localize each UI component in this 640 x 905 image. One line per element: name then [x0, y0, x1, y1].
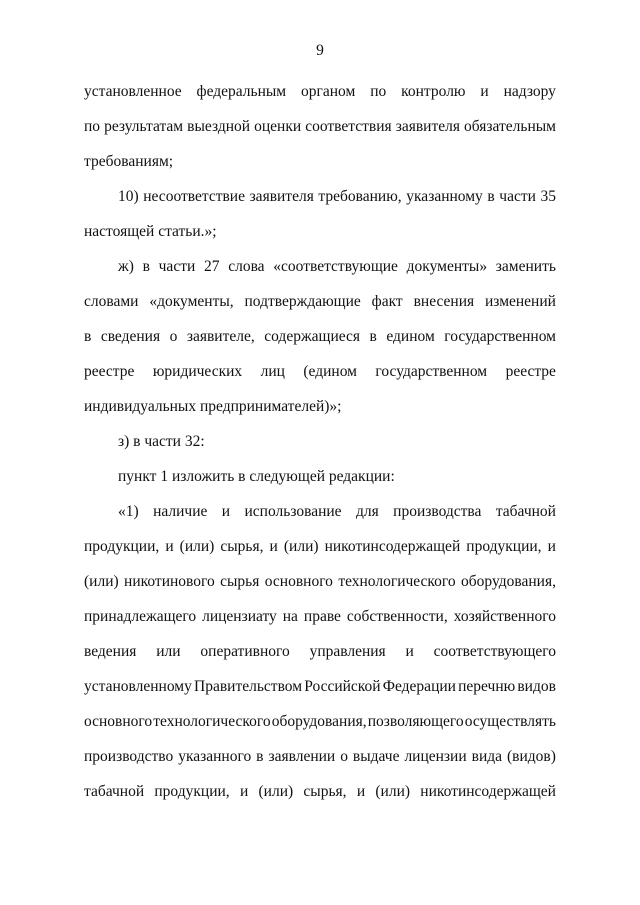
word: контролю — [401, 83, 466, 100]
text-line-12: пункт 1 изложить в следующей редакции: — [118, 468, 395, 485]
text-line-7 — [84, 292, 556, 312]
word: (или) — [84, 573, 119, 590]
text-line-15 — [84, 572, 556, 592]
word: федеральным — [196, 83, 287, 100]
word: едином — [386, 328, 435, 345]
word: никотинсодержащей — [324, 538, 461, 555]
word: несоответствие — [143, 188, 245, 205]
word: реестре — [84, 363, 135, 380]
word: видов — [517, 678, 556, 695]
word: продукции, — [466, 538, 542, 555]
word: Правительством — [194, 678, 303, 695]
word: обязательным — [464, 118, 556, 135]
text-line-18 — [84, 677, 556, 697]
word: наличие — [153, 503, 208, 520]
text-line-9 — [84, 362, 556, 382]
word: (или) — [283, 538, 319, 555]
word: соответствующего — [433, 643, 556, 660]
word: (или) — [258, 783, 294, 800]
word: заявителя — [249, 188, 314, 205]
word: установленное — [84, 83, 182, 100]
word: лиц — [260, 363, 285, 380]
word: «1) — [118, 503, 139, 520]
word: заявителе, — [186, 328, 255, 345]
word: в — [256, 748, 264, 765]
word: на — [282, 608, 298, 625]
text-line-1 — [84, 82, 556, 102]
text-line-21 — [84, 782, 556, 802]
text-line-8 — [84, 327, 556, 347]
word: продукции, — [84, 538, 160, 555]
word: (едином — [303, 363, 357, 380]
word: по — [370, 83, 387, 100]
word: собственности, — [346, 608, 448, 625]
word: и — [480, 83, 489, 100]
text-line-3: требованиям; — [84, 153, 174, 170]
text-line-11: з) в части 32: — [118, 433, 205, 450]
word: вида — [471, 748, 503, 765]
word: сырья, — [220, 538, 264, 555]
word: словами — [84, 293, 139, 310]
word: установленному — [84, 678, 192, 695]
word: 27 — [203, 258, 220, 275]
word: о — [340, 748, 348, 765]
word: и — [356, 783, 366, 800]
word: государственном — [375, 363, 488, 380]
word: оперативного — [200, 643, 290, 660]
word: слова — [228, 258, 265, 275]
word: надзору — [503, 83, 556, 100]
word: оценки — [254, 118, 302, 135]
word: и — [221, 503, 231, 520]
text-line-5: настоящей статьи.»; — [84, 223, 217, 240]
word: юридических — [152, 363, 243, 380]
word: перечню — [458, 678, 516, 695]
word: 10) — [118, 188, 139, 205]
word: содержащиеся — [264, 328, 361, 345]
word: заменить — [495, 258, 556, 275]
text-line-10: индивидуальных предпринимателей)»; — [84, 398, 342, 415]
word: позволяющего — [367, 713, 464, 730]
word: и — [547, 538, 556, 555]
word: «документы, — [149, 293, 234, 310]
word: основного — [264, 573, 333, 590]
word: в — [369, 328, 377, 345]
text-line-17 — [84, 642, 556, 662]
word: лицензиату — [202, 608, 277, 625]
word: хозяйственного — [453, 608, 556, 625]
word: выдаче — [352, 748, 400, 765]
word: заявлении — [268, 748, 336, 765]
word: технологического — [338, 573, 456, 590]
text-line-4 — [118, 187, 556, 207]
word: о — [169, 328, 178, 345]
word: части — [158, 258, 196, 275]
word: и — [269, 538, 278, 555]
word: выездной — [187, 118, 251, 135]
word: или — [156, 643, 181, 660]
word: подтверждающие — [244, 293, 361, 310]
word: управления — [309, 643, 386, 660]
word: факт — [371, 293, 403, 310]
text-line-14 — [84, 537, 556, 557]
word: сырья, — [303, 783, 347, 800]
word: (или) — [179, 538, 215, 555]
text-line-13 — [118, 502, 556, 522]
text-line-20 — [84, 747, 556, 767]
word: 35 — [540, 188, 556, 205]
word: органом — [301, 83, 356, 100]
word: Российской — [304, 678, 381, 695]
word: требованию, — [318, 188, 402, 205]
word: заявителя — [395, 118, 460, 135]
text-line-2 — [84, 117, 556, 137]
word: в — [487, 188, 495, 205]
word: государственном — [444, 328, 556, 345]
word: результатам — [104, 118, 184, 135]
word: основного — [84, 713, 153, 730]
word: (или) — [375, 783, 411, 800]
page-number: 9 — [316, 42, 324, 59]
word: для — [355, 503, 379, 520]
word: и — [165, 538, 174, 555]
text-line-6 — [118, 257, 556, 277]
text-line-19 — [84, 712, 556, 732]
word: производство — [84, 748, 174, 765]
word: и — [405, 643, 414, 660]
word: изменений — [485, 293, 556, 310]
word: ж) — [118, 258, 134, 275]
word: внесения — [413, 293, 475, 310]
word: по — [84, 118, 101, 135]
word: указанному — [406, 188, 483, 205]
word: использование — [244, 503, 342, 520]
word: никотинового — [124, 573, 215, 590]
word: (видов) — [506, 748, 556, 765]
word: оборудования, — [461, 573, 556, 590]
word: в — [142, 258, 150, 275]
word: оборудования, — [271, 713, 367, 730]
word: реестре — [505, 363, 556, 380]
word: Федерации — [382, 678, 456, 695]
word: указанного — [178, 748, 252, 765]
word: продукции, — [154, 783, 230, 800]
word: сырья — [220, 573, 260, 590]
word: праве — [303, 608, 341, 625]
word: документы» — [406, 258, 488, 275]
text-line-16 — [84, 607, 556, 627]
word: табачной — [495, 503, 556, 520]
word: табачной — [84, 783, 145, 800]
word: производства — [393, 503, 482, 520]
word: никотинсодержащей — [420, 783, 556, 800]
word: технологического — [153, 713, 271, 730]
word: «соответствующие — [273, 258, 398, 275]
word: в — [84, 328, 92, 345]
word: принадлежащего — [84, 608, 197, 625]
word: и — [239, 783, 249, 800]
word: части — [499, 188, 536, 205]
word: осуществлять — [464, 713, 556, 730]
word: сведения — [100, 328, 161, 345]
word: ведения — [84, 643, 137, 660]
word: лицензии — [404, 748, 467, 765]
word: соответствия — [305, 118, 392, 135]
